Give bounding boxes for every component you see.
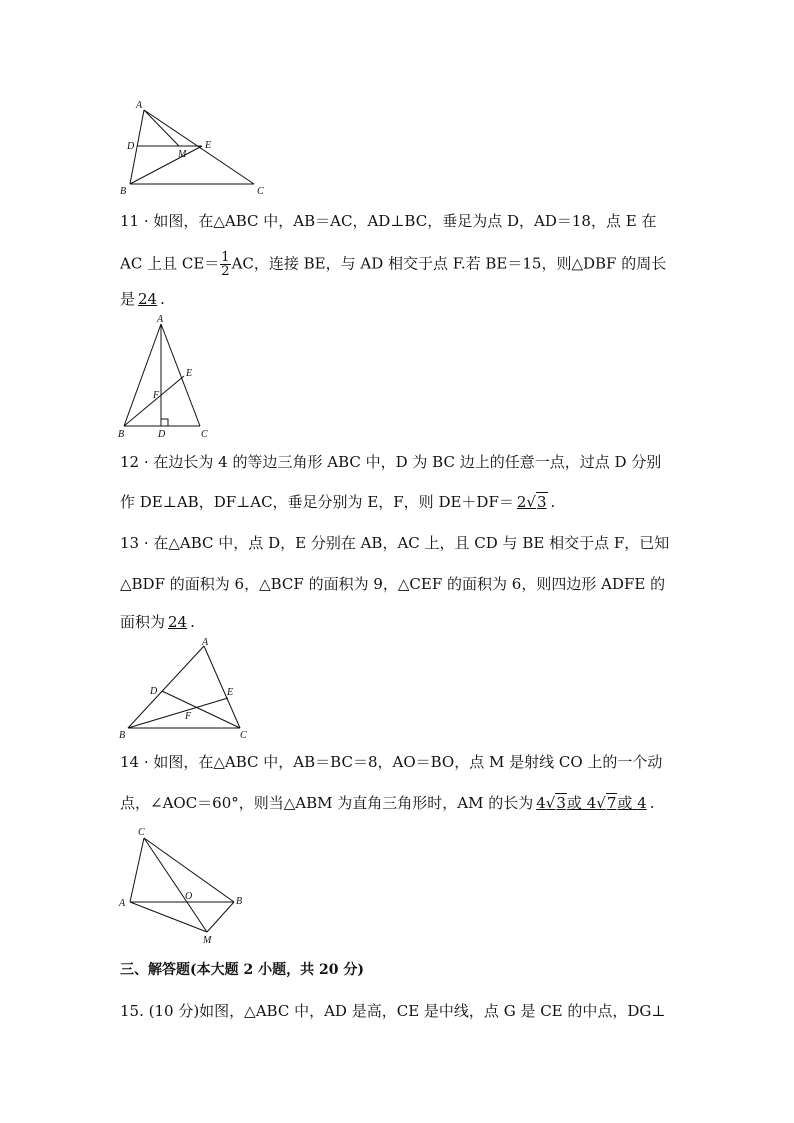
fraction-numerator: 1 [221,250,230,265]
q13-line3 [120,612,195,632]
label-D: D [150,686,158,697]
q13-line3-post: . [190,613,195,631]
q13-answer: 24 [168,613,188,631]
label-E: E [186,368,193,379]
q11-line2-post: AC，连接 BE，与 AD 相交于点 F.若 BE＝15，则△DBF 的周长 [231,254,667,273]
label-A: A [119,898,126,909]
q14-answer3: 4 [637,794,647,812]
label-A: A [157,314,164,325]
q11-answer: 24 [138,290,158,308]
q11-line2 [120,251,666,278]
fraction-one-half [220,251,230,278]
q12-answer-radicand: 3 [536,493,547,511]
q14-line2 [120,793,654,813]
label-B: B [236,896,243,907]
fraction-denominator: 2 [221,264,230,279]
label-F: F [185,711,192,722]
triangle-figure-q11 [112,312,222,440]
label-M: M [178,149,187,160]
triangle-figure-q13 [112,636,254,742]
q14-answer2-coef: 4 [586,794,597,812]
q13-line1: 13 · 在△ABC 中，点 D，E 分别在 AB，AC 上，且 CD 与 BE 相交于点 F，已知 [120,534,670,552]
q14-or-1: 或 [566,794,582,812]
label-B: B [120,186,127,197]
label-D: D [158,429,166,440]
label-C: C [138,827,145,838]
q14-line2-pre: 点，∠AOC＝60°，则当△ABM 为直角三角形时，AM 的长为 [120,794,534,812]
label-B: B [119,730,126,741]
label-C: C [240,730,247,741]
label-E: E [205,140,212,151]
q13-line2: △BDF 的面积为 6，△BCF 的面积为 9，△CEF 的面积为 6，则四边形 ADFE 的 [120,575,666,593]
label-A: A [136,100,143,111]
q14-answer1-radicand: 3 [556,794,566,812]
triangle-figure-q14 [112,822,252,948]
q12-line2-post: . [550,493,556,511]
label-B: B [118,429,125,440]
q12-line2 [120,492,555,512]
label-M: M [203,935,212,946]
q12-line2-pre: 作 DE⊥AB，DF⊥AC，垂足分别为 E，F，则 DE＋DF＝ [120,493,514,511]
label-C: C [257,186,264,197]
q12-answer: 2√3 [516,493,547,511]
label-D: D [127,141,135,152]
q12-line1: 12 · 在边长为 4 的等边三角形 ABC 中，D 为 BC 边上的任意一点，过点 D 分别 [120,453,662,471]
q12-answer-coef: 2 [516,493,527,511]
q11-line1: 11 · 如图，在△ABC 中，AB＝AC，AD⊥BC，垂足为点 D，AD＝18，点 E 在 [120,212,657,230]
q14-line2-post: . [649,794,655,812]
q11-line3-pre: 是 [120,290,136,308]
q11-line2-pre: AC 上且 CE＝ [120,254,220,273]
q14-answer1-coef: 4 [536,794,546,812]
section-heading: 三、解答题(本大题 2 小题，共 20 分) [120,962,364,978]
q14-or-2: 或 [617,794,633,812]
label-E: E [227,687,234,698]
triangle-figure-q10 [112,96,272,198]
q14-answer2-radicand: 7 [606,794,617,812]
q11-line3 [120,289,165,309]
label-C: C [201,429,208,440]
label-O: O [185,891,193,902]
q11-line3-post: . [160,290,165,308]
q14-answer: 4√3或 4√7或 4 [536,794,647,812]
q13-line3-pre: 面积为 [120,613,166,631]
q15-line1: 15. (10 分)如图，△ABC 中，AD 是高，CE 是中线，点 G 是 CE 的中点，DG⊥ [120,1002,666,1020]
q14-line1: 14 · 如图，在△ABC 中，AB＝BC＝8，AO＝BO，点 M 是射线 CO 上的一个动 [120,753,663,771]
label-F: F [153,390,160,401]
label-A: A [202,637,209,648]
